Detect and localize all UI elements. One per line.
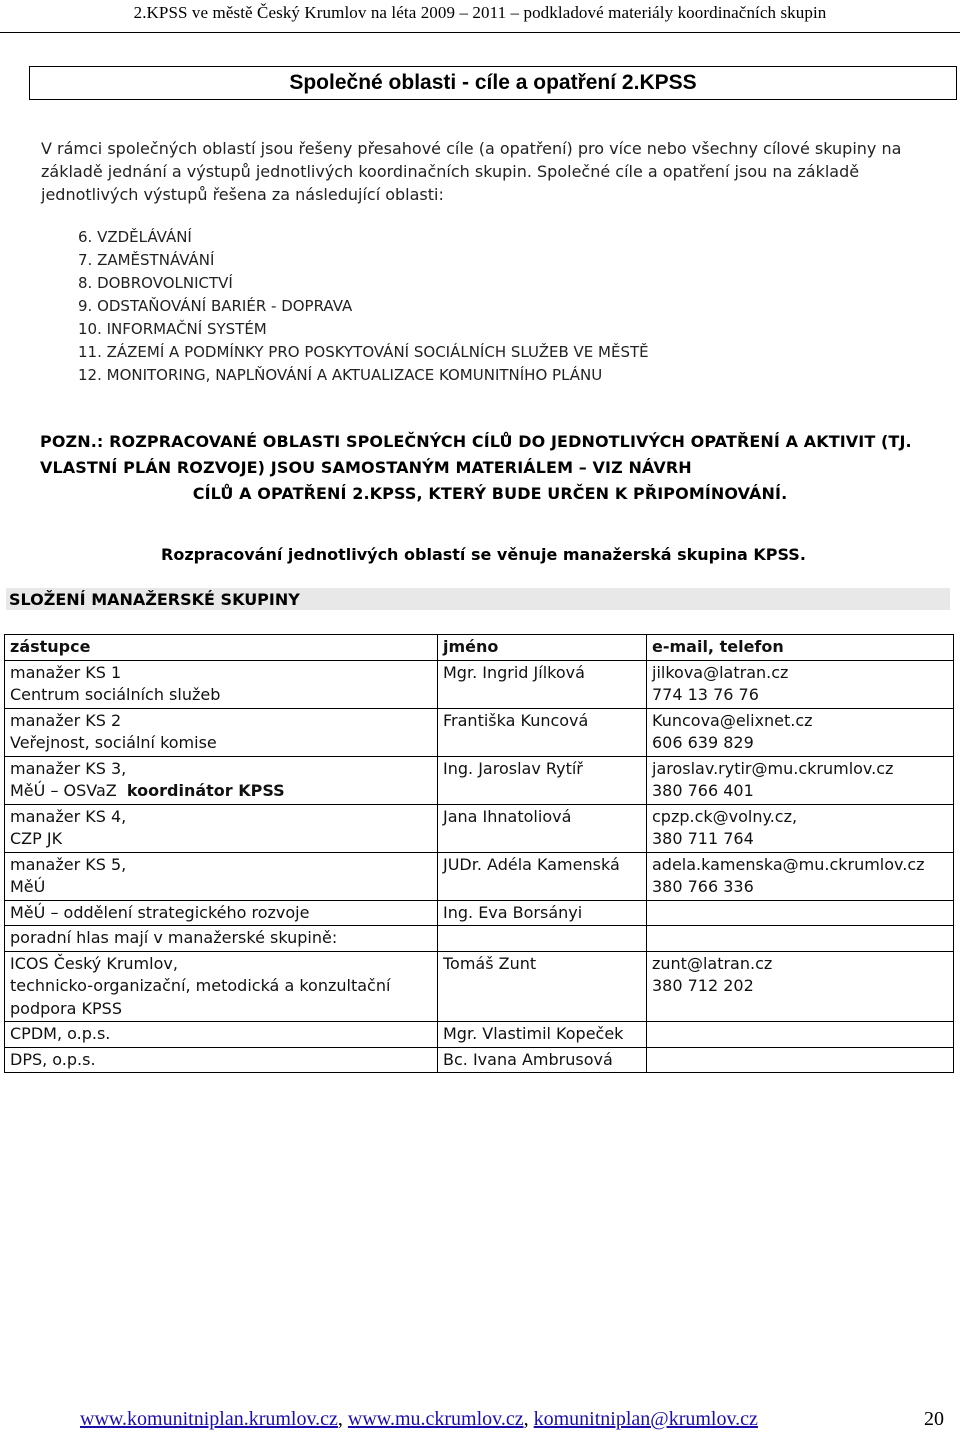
table-row xyxy=(5,804,954,852)
representative-line xyxy=(10,854,437,877)
footer xyxy=(80,1408,758,1431)
name-cell: Jana Ihnatoliová xyxy=(438,804,647,852)
empty-cell xyxy=(438,926,647,952)
representative-line xyxy=(10,902,437,925)
representative-line xyxy=(10,1049,437,1072)
representative-text: DPS, o.p.s. xyxy=(10,1049,96,1069)
name-cell: Ing. Jaroslav Rytíř xyxy=(438,756,647,804)
list-item: 12. MONITORING, NAPLŇOVÁNÍ A AKTUALIZACE KOMUNITNÍHO PLÁNU xyxy=(78,366,603,384)
table-row xyxy=(5,1022,954,1048)
contact-cell xyxy=(647,660,954,708)
representative-text: technicko-organizační, metodická a konzultační xyxy=(10,976,391,995)
email-text: jilkova@latran.cz xyxy=(652,662,789,682)
email-text: zunt@latran.cz xyxy=(652,953,773,973)
representative-line xyxy=(10,758,437,781)
name-cell: Mgr. Vlastimil Kopeček xyxy=(438,1022,647,1048)
footer-link-email[interactable]: komunitniplan@krumlov.cz xyxy=(533,1408,758,1430)
representative-line xyxy=(10,876,437,899)
areas-list xyxy=(78,226,649,387)
representative-line xyxy=(10,828,437,851)
representative-cell xyxy=(5,660,438,708)
intro-paragraph: V rámci společných oblastí jsou řešeny přesahové cíle (a opatření) pro více nebo všechny cílové skupiny na základě jednání a výstupů jednotlivých koordinačních skupin. Společné cíle a opatření jsou na základě jednotlivých výstupů řešena za následující oblasti: xyxy=(41,139,902,204)
representative-cell xyxy=(5,900,438,926)
phone-text: 774 13 76 76 xyxy=(652,685,759,704)
representative-line xyxy=(10,684,437,707)
email-text: cpzp.ck@volny.cz, xyxy=(652,806,798,826)
coordinator-label: koordinátor KPSS xyxy=(126,781,285,800)
list-item: 8. DOBROVOLNICTVÍ xyxy=(78,274,233,292)
members-table xyxy=(4,634,954,1073)
representative-line xyxy=(10,998,437,1021)
representative-cell xyxy=(5,852,438,900)
contact-cell xyxy=(647,951,954,1022)
name-cell: Ing. Eva Borsányi xyxy=(438,900,647,926)
empty-cell xyxy=(647,926,954,952)
representative-text: manažer KS 1 xyxy=(10,662,122,682)
page-number: 20 xyxy=(924,1408,944,1430)
running-header: 2.KPSS ve městě Český Krumlov na léta 2009 – 2011 – podkladové materiály koordinačních skupin xyxy=(133,3,827,22)
title-box xyxy=(29,66,957,100)
table-row xyxy=(5,756,954,804)
representative-text: Centrum sociálních služeb xyxy=(10,685,221,704)
representative-cell xyxy=(5,756,438,804)
representative-line xyxy=(10,780,437,803)
footer-link-komunitniplan[interactable]: www.komunitniplan.krumlov.cz xyxy=(80,1408,338,1430)
table-body xyxy=(5,660,954,1073)
representative-text: manažer KS 2 xyxy=(10,710,122,730)
representative-cell xyxy=(5,1022,438,1048)
name-cell: JUDr. Adéla Kamenská xyxy=(438,852,647,900)
note-line: POZN.: ROZPRACOVANÉ OBLASTI SPOLEČNÝCH CÍLŮ DO JEDNOTLIVÝCH OPATŘENÍ A AKTIVIT (TJ. VLASTNÍ PLÁN ROZVOJE) JSOU SAMOSTANÝM MATERIÁLEM – VIZ NÁVRH xyxy=(40,432,912,477)
contact-cell xyxy=(647,708,954,756)
column-header: jméno xyxy=(438,635,647,661)
phone-text: 606 639 829 xyxy=(652,733,754,752)
representative-line xyxy=(10,662,437,685)
email-text: jaroslav.rytir@mu.ckrumlov.cz xyxy=(652,758,894,778)
contact-cell xyxy=(647,804,954,852)
table-row xyxy=(5,951,954,1022)
table-section-row xyxy=(5,926,954,952)
representative-text: MěÚ xyxy=(10,877,46,896)
column-header: e-mail, telefon xyxy=(647,635,954,661)
email-text: adela.kamenska@mu.ckrumlov.cz xyxy=(652,854,925,874)
list-item: 6. VZDĚLÁVÁNÍ xyxy=(78,228,192,246)
representative-text: manažer KS 4, xyxy=(10,806,127,826)
representative-line xyxy=(10,732,437,755)
phone-text: 380 711 764 xyxy=(652,829,754,848)
list-item: 10. INFORMAČNÍ SYSTÉM xyxy=(78,320,267,338)
name-cell: Františka Kuncová xyxy=(438,708,647,756)
name-cell: Bc. Ivana Ambrusová xyxy=(438,1047,647,1073)
representative-text: Veřejnost, sociální komise xyxy=(10,733,217,752)
list-item: 11. ZÁZEMÍ A PODMÍNKY PRO POSKYTOVÁNÍ SOCIÁLNÍCH SLUŽEB VE MĚSTĚ xyxy=(78,343,649,361)
name-cell: Tomáš Zunt xyxy=(438,951,647,1022)
representative-cell xyxy=(5,804,438,852)
email-text: Kuncova@elixnet.cz xyxy=(652,710,813,730)
contact-cell xyxy=(647,852,954,900)
table-row xyxy=(5,708,954,756)
representative-text: ICOS Český Krumlov, xyxy=(10,953,178,973)
representative-text: MěÚ – oddělení strategického rozvoje xyxy=(10,902,310,922)
page-title: Společné oblasti - cíle a opatření 2.KPSS xyxy=(289,71,697,94)
footer-separator: , xyxy=(337,1408,348,1430)
representative-text: manažer KS 5, xyxy=(10,854,127,874)
management-note: Rozpracování jednotlivých oblastí se věnuje manažerská skupina KPSS. xyxy=(161,545,806,564)
footer-link-mu[interactable]: www.mu.ckrumlov.cz xyxy=(347,1408,524,1430)
representative-line xyxy=(10,806,437,829)
name-cell: Mgr. Ingrid Jílková xyxy=(438,660,647,708)
phone-text: 380 766 336 xyxy=(652,877,754,896)
section-cell: poradní hlas mají v manažerské skupině: xyxy=(5,926,438,952)
representative-line xyxy=(10,1023,437,1046)
representative-text: CPDM, o.p.s. xyxy=(10,1024,111,1043)
section-heading: SLOŽENÍ MANAŽERSKÉ SKUPINY xyxy=(9,590,300,609)
column-header: zástupce xyxy=(5,635,438,661)
list-item: 9. ODSTAŇOVÁNÍ BARIÉR - DOPRAVA xyxy=(78,297,353,315)
representative-line xyxy=(10,953,437,976)
representative-text: CZP JK xyxy=(10,829,63,848)
contact-cell xyxy=(647,756,954,804)
table-row xyxy=(5,1047,954,1073)
list-item: 7. ZAMĚSTNÁVÁNÍ xyxy=(78,251,215,269)
header-rule xyxy=(0,32,960,33)
contact-cell xyxy=(647,900,954,926)
phone-text: 380 712 202 xyxy=(652,976,754,995)
table-row xyxy=(5,900,954,926)
representative-line xyxy=(10,710,437,733)
contact-cell xyxy=(647,1022,954,1048)
table-header-row xyxy=(5,635,954,661)
contact-cell xyxy=(647,1047,954,1073)
representative-cell xyxy=(5,1047,438,1073)
table-row xyxy=(5,852,954,900)
note-line: CÍLŮ A OPATŘENÍ 2.KPSS, KTERÝ BUDE URČEN K PŘIPOMÍNOVÁNÍ. xyxy=(192,484,788,503)
representative-cell xyxy=(5,708,438,756)
phone-text: 380 766 401 xyxy=(652,781,754,800)
footer-separator: , xyxy=(523,1408,534,1430)
representative-cell xyxy=(5,951,438,1022)
representative-text: podpora KPSS xyxy=(10,998,122,1018)
table-row xyxy=(5,660,954,708)
representative-text: manažer KS 3, xyxy=(10,758,127,778)
note-block xyxy=(40,429,940,507)
representative-line xyxy=(10,975,437,998)
representative-text: MěÚ – OSVaZ xyxy=(10,781,117,800)
